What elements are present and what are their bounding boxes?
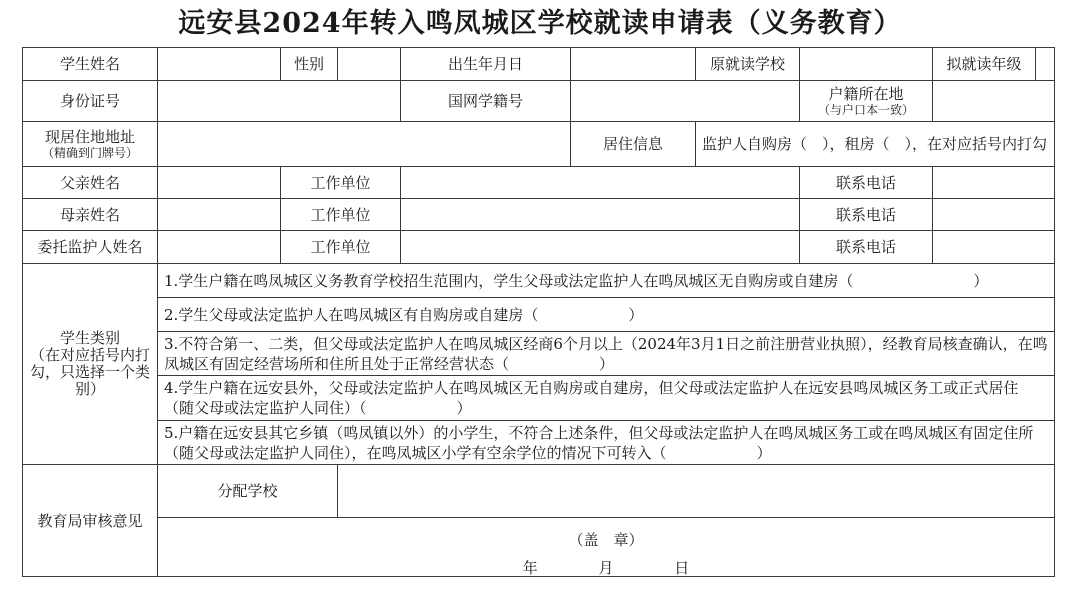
intended-grade-field[interactable] xyxy=(1036,48,1055,81)
birth-date-field[interactable] xyxy=(571,48,696,81)
approval-date xyxy=(158,558,1054,577)
seal-text: （盖 章） xyxy=(568,531,644,549)
entrusted-guardian-work-field[interactable] xyxy=(401,231,800,264)
original-school-label: 原就读学校 xyxy=(696,48,800,81)
mother-phone-field[interactable] xyxy=(933,199,1055,231)
approval-seal-area[interactable] xyxy=(158,518,1055,577)
form-title: 远安县2024年转入鸣凤城区学校就读申请表（义务教育） xyxy=(178,8,902,39)
intended-grade-label: 拟就读年级 xyxy=(933,48,1036,81)
birth-date-label: 出生年月日 xyxy=(401,48,571,81)
row-approval-seal xyxy=(23,518,1055,577)
household-location-field[interactable] xyxy=(933,81,1055,122)
current-address-field[interactable] xyxy=(158,122,571,167)
row-address xyxy=(23,122,1055,167)
category-option-4[interactable]: 4.学生户籍在远安县外，父母或法定监护人在鸣凤城区无自购房或自建房，但父母或法定监护人在远安县鸣凤城区务工或正式居住（随父母或法定监护人同住）（ ） xyxy=(158,376,1055,421)
row-category-3 xyxy=(23,332,1055,376)
day-label: 日 xyxy=(674,559,690,577)
national-student-id-field[interactable] xyxy=(571,81,800,122)
assigned-school-label: 分配学校 xyxy=(158,465,338,518)
row-father xyxy=(23,167,1055,199)
household-location-text: 户籍所在地 xyxy=(828,84,904,103)
student-name-field[interactable] xyxy=(158,48,281,81)
id-number-field[interactable] xyxy=(158,81,401,122)
original-school-field[interactable] xyxy=(800,48,933,81)
mother-work-label: 工作单位 xyxy=(281,199,401,231)
entrusted-guardian-name-label: 委托监护人姓名 xyxy=(23,231,158,264)
student-category-label xyxy=(23,264,158,465)
row-entrusted-guardian xyxy=(23,231,1055,264)
father-phone-field[interactable] xyxy=(933,167,1055,199)
household-location-label xyxy=(800,81,933,122)
father-work-label: 工作单位 xyxy=(281,167,401,199)
student-name-label: 学生姓名 xyxy=(23,48,158,81)
gender-label: 性别 xyxy=(281,48,338,81)
category-option-1[interactable]: 1.学生户籍在鸣凤城区义务教育学校招生范围内，学生父母或法定监护人在鸣凤城区无自购房或自建房（ ） xyxy=(158,264,1055,298)
id-number-label: 身份证号 xyxy=(23,81,158,122)
father-name-field[interactable] xyxy=(158,167,281,199)
row-ids xyxy=(23,81,1055,122)
residence-options[interactable]: 监护人自购房（ ），租房（ ），在对应括号内打勾 xyxy=(696,122,1055,167)
entrusted-guardian-name-field[interactable] xyxy=(158,231,281,264)
gender-field[interactable] xyxy=(338,48,401,81)
row-mother xyxy=(23,199,1055,231)
father-name-label: 父亲姓名 xyxy=(23,167,158,199)
category-option-3[interactable]: 3.不符合第一、二类，但父母或法定监护人在鸣凤城区经商6个月以上（2024年3月1日之前注册营业执照），经教育局核查确认，在鸣凤城区有固定经营场所和住所且处于正常经营状态（ ） xyxy=(158,332,1055,376)
approval-label: 教育局审核意见 xyxy=(23,465,158,577)
student-category-text: 学生类别 xyxy=(59,329,120,347)
category-option-5[interactable]: 5.户籍在远安县其它乡镇（鸣凤镇以外）的小学生，不符合上述条件，但父母或法定监护人在鸣凤城区务工或在鸣凤城区有固定住所（随父母或法定监护人同住），在鸣凤城区小学有空余学位的情况下可转入（ ） xyxy=(158,421,1055,465)
student-category-note: （在对应括号内打勾，只选择一个类别） xyxy=(29,346,150,398)
mother-work-field[interactable] xyxy=(401,199,800,231)
assigned-school-field[interactable] xyxy=(338,465,1055,518)
current-address-text: 现居住地地址 xyxy=(44,127,135,146)
current-address-label xyxy=(23,122,158,167)
entrusted-guardian-phone-label: 联系电话 xyxy=(800,231,933,264)
national-student-id-label: 国网学籍号 xyxy=(401,81,571,122)
row-category-2 xyxy=(23,298,1055,332)
application-form-table xyxy=(22,47,1055,577)
entrusted-guardian-phone-field[interactable] xyxy=(933,231,1055,264)
father-work-field[interactable] xyxy=(401,167,800,199)
row-category-5 xyxy=(23,421,1055,465)
mother-name-field[interactable] xyxy=(158,199,281,231)
row-student-basic xyxy=(23,48,1055,81)
mother-name-label: 母亲姓名 xyxy=(23,199,158,231)
mother-phone-label: 联系电话 xyxy=(800,199,933,231)
month-label: 月 xyxy=(598,559,614,577)
row-category-1 xyxy=(23,264,1055,298)
year-label: 年 xyxy=(522,559,538,577)
father-phone-label: 联系电话 xyxy=(800,167,933,199)
household-location-note: （与户口本一致） xyxy=(817,102,914,117)
row-category-4 xyxy=(23,376,1055,421)
residence-info-label: 居住信息 xyxy=(571,122,696,167)
entrusted-guardian-work-label: 工作单位 xyxy=(281,231,401,264)
row-approval-school xyxy=(23,465,1055,518)
category-option-2[interactable]: 2.学生父母或法定监护人在鸣凤城区有自购房或自建房（ ） xyxy=(158,298,1055,332)
current-address-note: （精确到门牌号） xyxy=(41,145,138,160)
